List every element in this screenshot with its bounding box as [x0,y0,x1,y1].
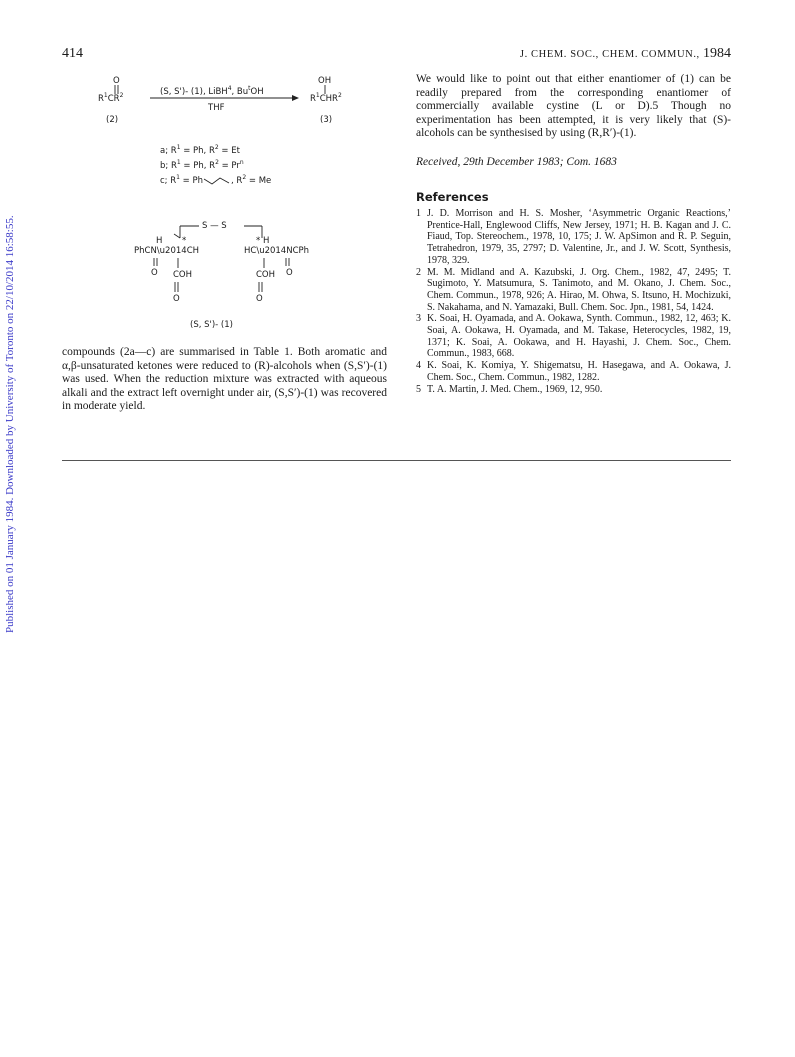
footer-rule [62,460,731,461]
reaction-scheme [88,72,398,342]
reagents-tail: , Bu [231,86,249,97]
ligand-left-h: H [156,236,163,246]
running-head [520,46,731,62]
sub-b-end: = Pr [218,160,240,171]
body-text-left: compounds (2a—c) are summarised in Table 1. Both aromatic and α,β-unsaturated ketones were reduced to (R)-alcohols when (S,S′)-(1) was used. When the reduction mixture was extracted with aqueous alkali and the extract left overnight under air, (S,S′)-(1) was recovered in moderate yield. [62,346,387,413]
reference-number: 2 [416,266,421,278]
reference-text: J. D. Morrison and H. S. Mosher, ‘Asymmetric Organic Reactions,’ Prentice-Hall, Englewood Cliffs, New Jersey, 1971; H. B. Kagan and J. C. Fiaud, Top. Stereochem., 1978, 10, 175; J. W. ApSimon and R. P. Seguin, Tetrahedron, 1979, 35, 2797; D. Valentine, Jr., and J. W. Scott, Synthesis, 1978, 329. [427,208,731,266]
reference-item [416,313,731,360]
reference-item [416,360,731,383]
sub-b-start: b; R [160,160,177,171]
journal-name: J. CHEM. SOC., CHEM. COMMUN., [519,49,703,60]
ligand-left-o: O [151,268,158,278]
reference-text: T. A. Martin, J. Med. Chem., 1969, 12, 950. [427,383,603,395]
disulfide-bridge: S — S [202,221,227,231]
sidebar-download-note [0,0,16,1057]
references-list [416,208,731,395]
ligand-label: (S, S')- (1) [190,320,233,330]
ligand-right-acid-o: O [256,294,263,304]
substituent-b: b; $R^1 = Ph$, $R^2 = Pr^n$ [160,159,244,171]
reference-text: M. M. Midland and A. Kazubski, J. Org. Chem., 1982, 47, 2495; T. Sugimoto, Y. Matsumura, S. Tanimoto, and M. Okano, J. Chem. Soc., Chem. Commun., 1978, 926; A. Hirao, M. Ohwa, S. Itsuno, H. Mochizuki, S. Nakahama, and N. Yamazaki, Bull. Chem. Soc. Jpn., 1981, 54, 1424. [427,266,731,313]
ligand-right-o: O [286,268,293,278]
alcohol-formula: $R^1CHR^2$ [310,92,342,104]
ketone-formula: $R^1CR^2$ [98,92,124,104]
reagents-main: (S, S')- (1), LiBH [160,86,228,97]
sub-a-end: = Et [218,145,240,156]
reference-text: K. Soai, H. Oyamada, and A. Ookawa, Synth. Commun., 1982, 12, 463; K. Soai, A. Ookawa, H. Oyamada, and M. Takase, Heterocycles, 1982, 19, 1371; K. Soai, A. Ookawa, and H. Hayashi, J. Chem. Soc., Chem. Commun., 1983, 668. [427,313,731,360]
reference-item [416,384,731,396]
ligand-right-cooh: COH [256,270,276,280]
ketone-label: (2) [106,115,119,125]
reagents-text: (S, S')- (1), LiBH$^4$, Bu$^t$OH [160,85,264,97]
reference-number: 4 [416,360,421,372]
page-number: 414 [62,46,83,61]
sidebar-note-text: Published on 01 January 1984. Downloaded by University of Toronto on 22/10/2014 16:58:55. [4,215,16,633]
reagents-end: OH [250,86,264,97]
substituent-a: a; $R^1 = Ph$, $R^2 = Et$ [160,144,240,156]
references-heading: References [416,190,489,204]
reference-item [416,267,731,314]
reference-item [416,208,731,267]
solvent-text: THF [208,103,225,113]
sub-c-start: c; R [160,175,177,186]
reference-number: 5 [416,383,421,395]
substituent-c: c; $R^1 = Ph$ , $R^2 = Me$ [160,174,272,186]
ligand-left-chain: PhCN\u2014CH [134,246,200,256]
sub-a-mid: = Ph, R [180,145,215,156]
vinyl-zigzag [203,175,231,185]
reference-number: 1 [416,208,421,219]
ligand-structure [128,212,348,322]
reference-number: 3 [416,313,421,325]
sub-b-mid: = Ph, R [180,160,216,171]
body-text-right: We would like to point out that either enantiomer of (1) can be readily prepared from the corresponding enantiomer of commercially available cystine (L or D).5 Though no experimentation has been attempted, it is very likely that (S)-alcohols can be synthesised by using (R,R′)-(1). [416,73,731,140]
journal-year: 1984 [703,46,731,61]
ligand-left-cooh: COH [173,270,193,280]
sub-c-me: = Me [246,175,272,186]
reference-text: K. Soai, K. Komiya, Y. Shigematsu, H. Hasegawa, and A. Ookawa, J. Chem. Soc., Chem. Commun., 1982, 1282. [427,360,731,383]
alcohol-label: (3) [320,115,333,125]
alcohol-hydroxyl: OH [318,76,332,86]
ligand-right-star: * H [256,236,270,246]
reaction-arrow [150,94,300,102]
sub-c-mid: = Ph [179,175,204,186]
received-line: Received, 29th December 1983; Com. 1683 [416,156,617,168]
ligand-left-acid-o: O [173,294,180,304]
ketone-oxygen: O [113,76,120,86]
ligand-right-chain: HC\u2014NCPh [244,246,310,256]
sub-c-end: , R [231,175,243,186]
ligand-left-star: * [182,236,187,246]
sub-a-start: a; R [160,145,177,156]
